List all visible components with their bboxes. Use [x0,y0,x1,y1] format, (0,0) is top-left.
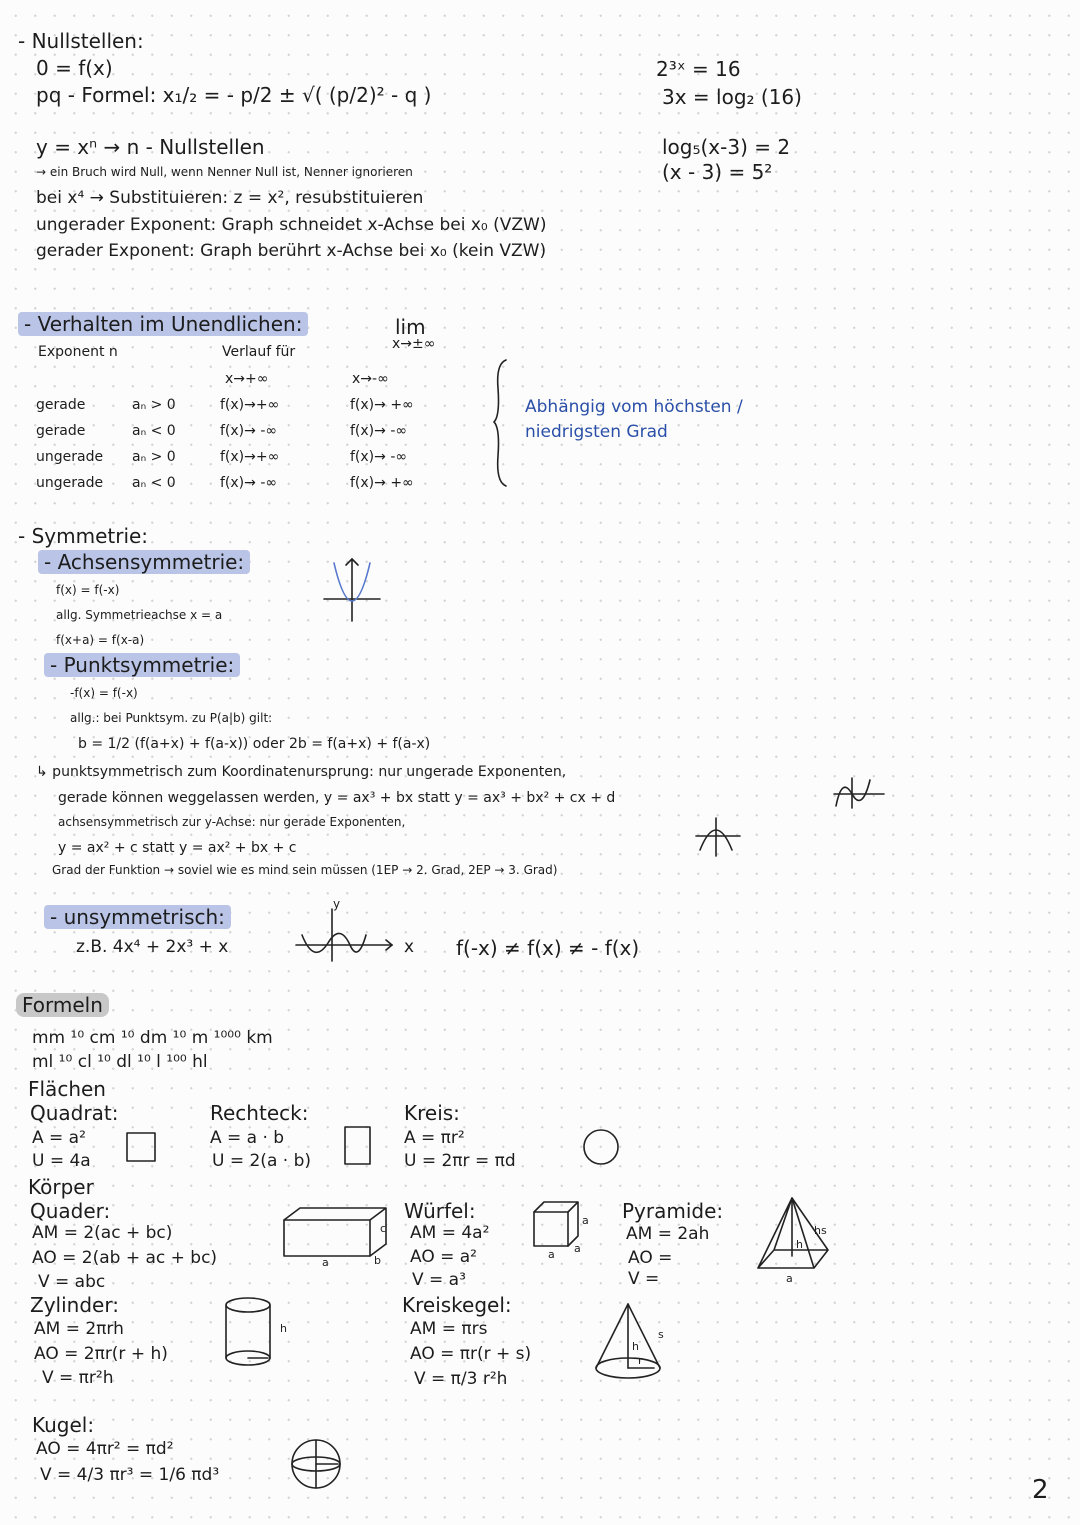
svg-text:a: a [786,1272,793,1285]
quadrat-heading: Quadrat: [30,1101,119,1125]
quadrat-area: A = a² [32,1128,86,1148]
kreis-area: A = πr² [404,1128,465,1148]
log-line-2: 3x = log₂ (16) [662,85,802,109]
svg-text:a: a [322,1256,329,1269]
unsym-condition: f(-x) ≠ f(x) ≠ - f(x) [456,936,640,960]
degree-note-1: Abhängig vom höchsten / [525,397,743,417]
axis-x-label: x [404,937,415,957]
circle-icon [582,1128,622,1168]
kegel-volumen: V = π/3 r²h [414,1369,508,1389]
kreis-heading: Kreis: [404,1101,460,1125]
wuerfel-mantel: AM = 4a² [410,1223,490,1243]
sphere-icon [290,1438,346,1494]
page-number: 2 [1032,1475,1049,1505]
kugel-oberflaeche: AO = 4πr² = πd² [36,1439,174,1459]
quader-volumen: V = abc [38,1272,106,1292]
rechteck-area: A = a · b [210,1128,285,1148]
achsen-rule-1: f(x) = f(-x) [56,583,120,597]
svg-text:c: c [380,1222,387,1235]
log-line-3: log₅(x-3) = 2 [662,135,791,159]
punktsymmetrie-label: - Punktsymmetrie: [44,653,240,677]
punkt-rule-2: allg.: bei Punktsym. zu P(a|b) gilt: [70,711,273,725]
svg-text:h: h [280,1322,287,1335]
punkt-rule-5: gerade können weggelassen werden, y = ax³ + bx statt y = ax³ + bx² + cx + d [58,790,616,806]
achsensymmetrie-heading [38,551,250,574]
pyramid-icon [752,1194,836,1286]
cylinder-icon [222,1296,294,1370]
svg-text:a: a [548,1248,555,1261]
punktsymmetrie-heading [44,654,240,677]
table-row-4-a: aₙ < 0 [132,475,176,491]
unsym-example: z.B. 4x⁴ + 2x³ + x [76,937,229,957]
formeln-heading [16,994,109,1017]
achsen-rule-2: allg. Symmetrieachse x = a [56,608,223,622]
table-row-2-minus: f(x)→ -∞ [350,423,408,439]
volume-units: ml ¹⁰ cl ¹⁰ dl ¹⁰ l ¹⁰⁰ hl [32,1052,208,1072]
zylinder-mantel: AM = 2πrh [34,1319,124,1339]
svg-text:a: a [582,1214,589,1227]
achsensymmetrie-label: - Achsensymmetrie: [38,550,250,574]
cuboid-icon [282,1206,392,1268]
col-plus-infinity: x→+∞ [225,371,269,387]
unendlich-heading-text: - Verhalten im Unendlichen: [18,312,308,336]
curly-brace-icon [492,358,512,488]
pyramide-heading: Pyramide: [622,1199,724,1223]
cone-icon [592,1300,682,1390]
flaechen-heading: Flächen [28,1077,106,1101]
cubic-sketch-icon [830,776,888,810]
degree-note-2: niedrigsten Grad [525,422,668,442]
svg-text:a: a [574,1242,581,1255]
log-line-1: 2³ˣ = 16 [656,57,741,81]
kreiskegel-heading: Kreiskegel: [402,1293,512,1317]
svg-text:r: r [638,1354,643,1367]
fraction-rule: → ein Bruch wird Null, wenn Nenner Null ist, Nenner ignorieren [36,165,413,179]
cube-icon [530,1200,600,1260]
col-exponent: Exponent n [38,344,118,360]
even-exponent-rule: gerader Exponent: Graph berührt x-Achse bei x₀ (kein VZW) [36,241,547,261]
table-row-1-minus: f(x)→ +∞ [350,397,414,413]
achsen-rule-3: f(x+a) = f(x-a) [56,633,145,647]
table-row-4-plus: f(x)→ -∞ [220,475,278,491]
wuerfel-heading: Würfel: [404,1199,476,1223]
table-row-2-plus: f(x)→ -∞ [220,423,278,439]
kugel-heading: Kugel: [32,1413,95,1437]
square-icon [126,1132,156,1162]
table-row-2-n: gerade [36,423,86,439]
rectangle-icon [344,1126,372,1166]
symmetrie-heading: - Symmetrie: [18,524,149,548]
rechteck-perimeter: U = 2(a · b) [212,1151,311,1171]
wuerfel-oberflaeche: AO = a² [410,1247,477,1267]
table-row-4-n: ungerade [36,475,104,491]
axis-sketch-icon [692,816,744,858]
zylinder-heading: Zylinder: [30,1293,119,1317]
substitution-rule: bei x⁴ → Substituieren: z = x², resubstituieren [36,188,424,208]
table-row-2-a: aₙ < 0 [132,423,176,439]
axis-y-label: y [333,897,341,911]
quadrat-perimeter: U = 4a [32,1151,91,1171]
unsymmetrisch-heading [44,906,231,929]
kegel-mantel: AM = πrs [410,1319,488,1339]
punkt-rule-6: achsensymmetrisch zur y-Achse: nur gerade Exponenten, [58,815,406,829]
lim-label: lim [395,315,426,339]
length-units: mm ¹⁰ cm ¹⁰ dm ¹⁰ m ¹⁰⁰⁰ km [32,1028,273,1048]
lim-subscript: x→±∞ [392,336,436,352]
wuerfel-volumen: V = a³ [412,1270,466,1290]
pyramide-mantel: AM = 2ah [626,1224,710,1244]
quader-heading: Quader: [30,1199,111,1223]
punkt-rule-8: Grad der Funktion → soviel wie es mind sein müssen (1EP → 2. Grad, 2EP → 3. Grad) [52,863,558,877]
table-row-3-minus: f(x)→ -∞ [350,449,408,465]
nullstellen-equation: 0 = f(x) [36,56,113,80]
quader-oberflaeche: AO = 2(ab + ac + bc) [32,1248,218,1268]
table-row-3-plus: f(x)→+∞ [220,449,280,465]
quader-mantel: AM = 2(ac + bc) [32,1223,173,1243]
pyramide-volumen: V = [628,1269,660,1289]
zylinder-volumen: V = πr²h [42,1368,114,1388]
rechteck-heading: Rechteck: [210,1101,309,1125]
kreis-perimeter: U = 2πr = πd [404,1151,516,1171]
unsymmetrisch-label: - unsymmetrisch: [44,905,231,929]
kegel-oberflaeche: AO = πr(r + s) [410,1344,532,1364]
table-row-1-n: gerade [36,397,86,413]
unendlich-heading [18,313,308,336]
odd-exponent-rule: ungerader Exponent: Graph schneidet x-Achse bei x₀ (VZW) [36,215,547,235]
punkt-rule-1: -f(x) = f(-x) [70,686,138,700]
svg-text:hs: hs [814,1224,827,1237]
zylinder-oberflaeche: AO = 2πr(r + h) [34,1344,168,1364]
punkt-rule-4: ↳ punktsymmetrisch zum Koordinatenursprung: nur ungerade Exponenten, [36,764,567,780]
punkt-rule-7: y = ax² + c statt y = ax² + bx + c [58,840,297,856]
formeln-label: Formeln [16,993,109,1017]
power-roots: y = xⁿ → n - Nullstellen [36,135,265,159]
table-row-1-plus: f(x)→+∞ [220,397,280,413]
table-row-4-minus: f(x)→ +∞ [350,475,414,491]
table-row-3-n: ungerade [36,449,104,465]
unsymmetric-graph-icon [292,905,402,965]
table-row-3-a: aₙ > 0 [132,449,176,465]
punkt-rule-3: b = 1/2 (f(a+x) + f(a-x)) oder 2b = f(a+x) + f(a-x) [78,736,431,752]
log-line-4: (x - 3) = 5² [662,160,773,184]
col-verlauf: Verlauf für [222,344,296,360]
kugel-volumen: V = 4/3 πr³ = 1/6 πd³ [40,1465,220,1485]
col-minus-infinity: x→-∞ [352,371,389,387]
table-row-1-a: aₙ > 0 [132,397,176,413]
svg-text:s: s [658,1328,664,1341]
svg-text:h: h [632,1340,639,1353]
svg-text:b: b [374,1254,381,1267]
parabola-sketch-icon [322,555,382,625]
pq-formula: pq - Formel: x₁/₂ = - p/2 ± √( (p/2)² - q ) [36,83,432,107]
svg-text:h: h [796,1238,803,1251]
koerper-heading: Körper [28,1175,94,1199]
pyramide-oberflaeche: AO = [628,1248,673,1268]
nullstellen-heading: - Nullstellen: [18,29,144,53]
